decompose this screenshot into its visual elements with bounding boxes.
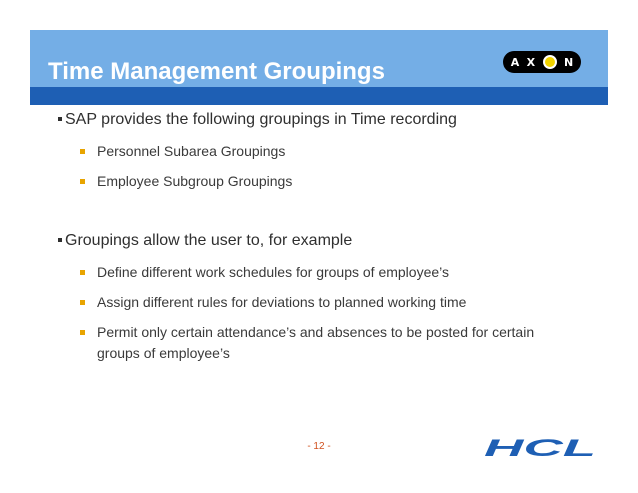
bullet-sub-2-2 <box>80 292 466 313</box>
bullet-sub-1-2-text: Employee Subgroup Groupings <box>97 173 293 189</box>
bullet-square-icon <box>80 179 85 184</box>
axon-logo-letter-n: N <box>564 55 574 69</box>
bullet-square-icon <box>58 117 62 121</box>
slide-title: Time Management Groupings <box>48 58 385 85</box>
bullet-square-icon <box>80 330 85 335</box>
bullet-sub-2-1-text: Define different work schedules for groups of employee’s <box>97 264 450 280</box>
header-stripe <box>30 87 608 105</box>
bullet-sub-1-1-text: Personnel Subarea Groupings <box>97 143 286 159</box>
bullet-sub-1-2 <box>80 171 292 192</box>
bullet-main-1 <box>58 111 457 129</box>
bullet-main-2-text: Groupings allow the user to, for example <box>65 232 353 249</box>
axon-logo-letter-a: A <box>510 55 520 69</box>
page-number: - 12 - <box>307 441 331 452</box>
bullet-square-icon <box>80 149 85 154</box>
axon-logo-letter-x: X <box>526 55 536 69</box>
axon-logo <box>503 51 581 73</box>
bullet-sub-1-1 <box>80 141 285 162</box>
bullet-sub-2-1 <box>80 262 449 283</box>
bullet-square-icon <box>58 238 62 242</box>
bullet-sub-2-2-text: Assign different rules for deviations to planned working time <box>97 294 467 310</box>
bullet-sub-2-3-text: Permit only certain attendance’s and absences to be posted for certain groups of employee’s <box>97 324 535 361</box>
bullet-square-icon <box>80 300 85 305</box>
bullet-sub-2-3 <box>80 322 550 364</box>
axon-logo-circle <box>543 55 557 69</box>
bullet-square-icon <box>80 270 85 275</box>
bullet-main-2 <box>58 232 352 250</box>
hcl-logo-text: HCL <box>484 437 596 459</box>
bullet-main-1-text: SAP provides the following groupings in Time recording <box>65 111 457 128</box>
hcl-logo <box>482 437 600 459</box>
